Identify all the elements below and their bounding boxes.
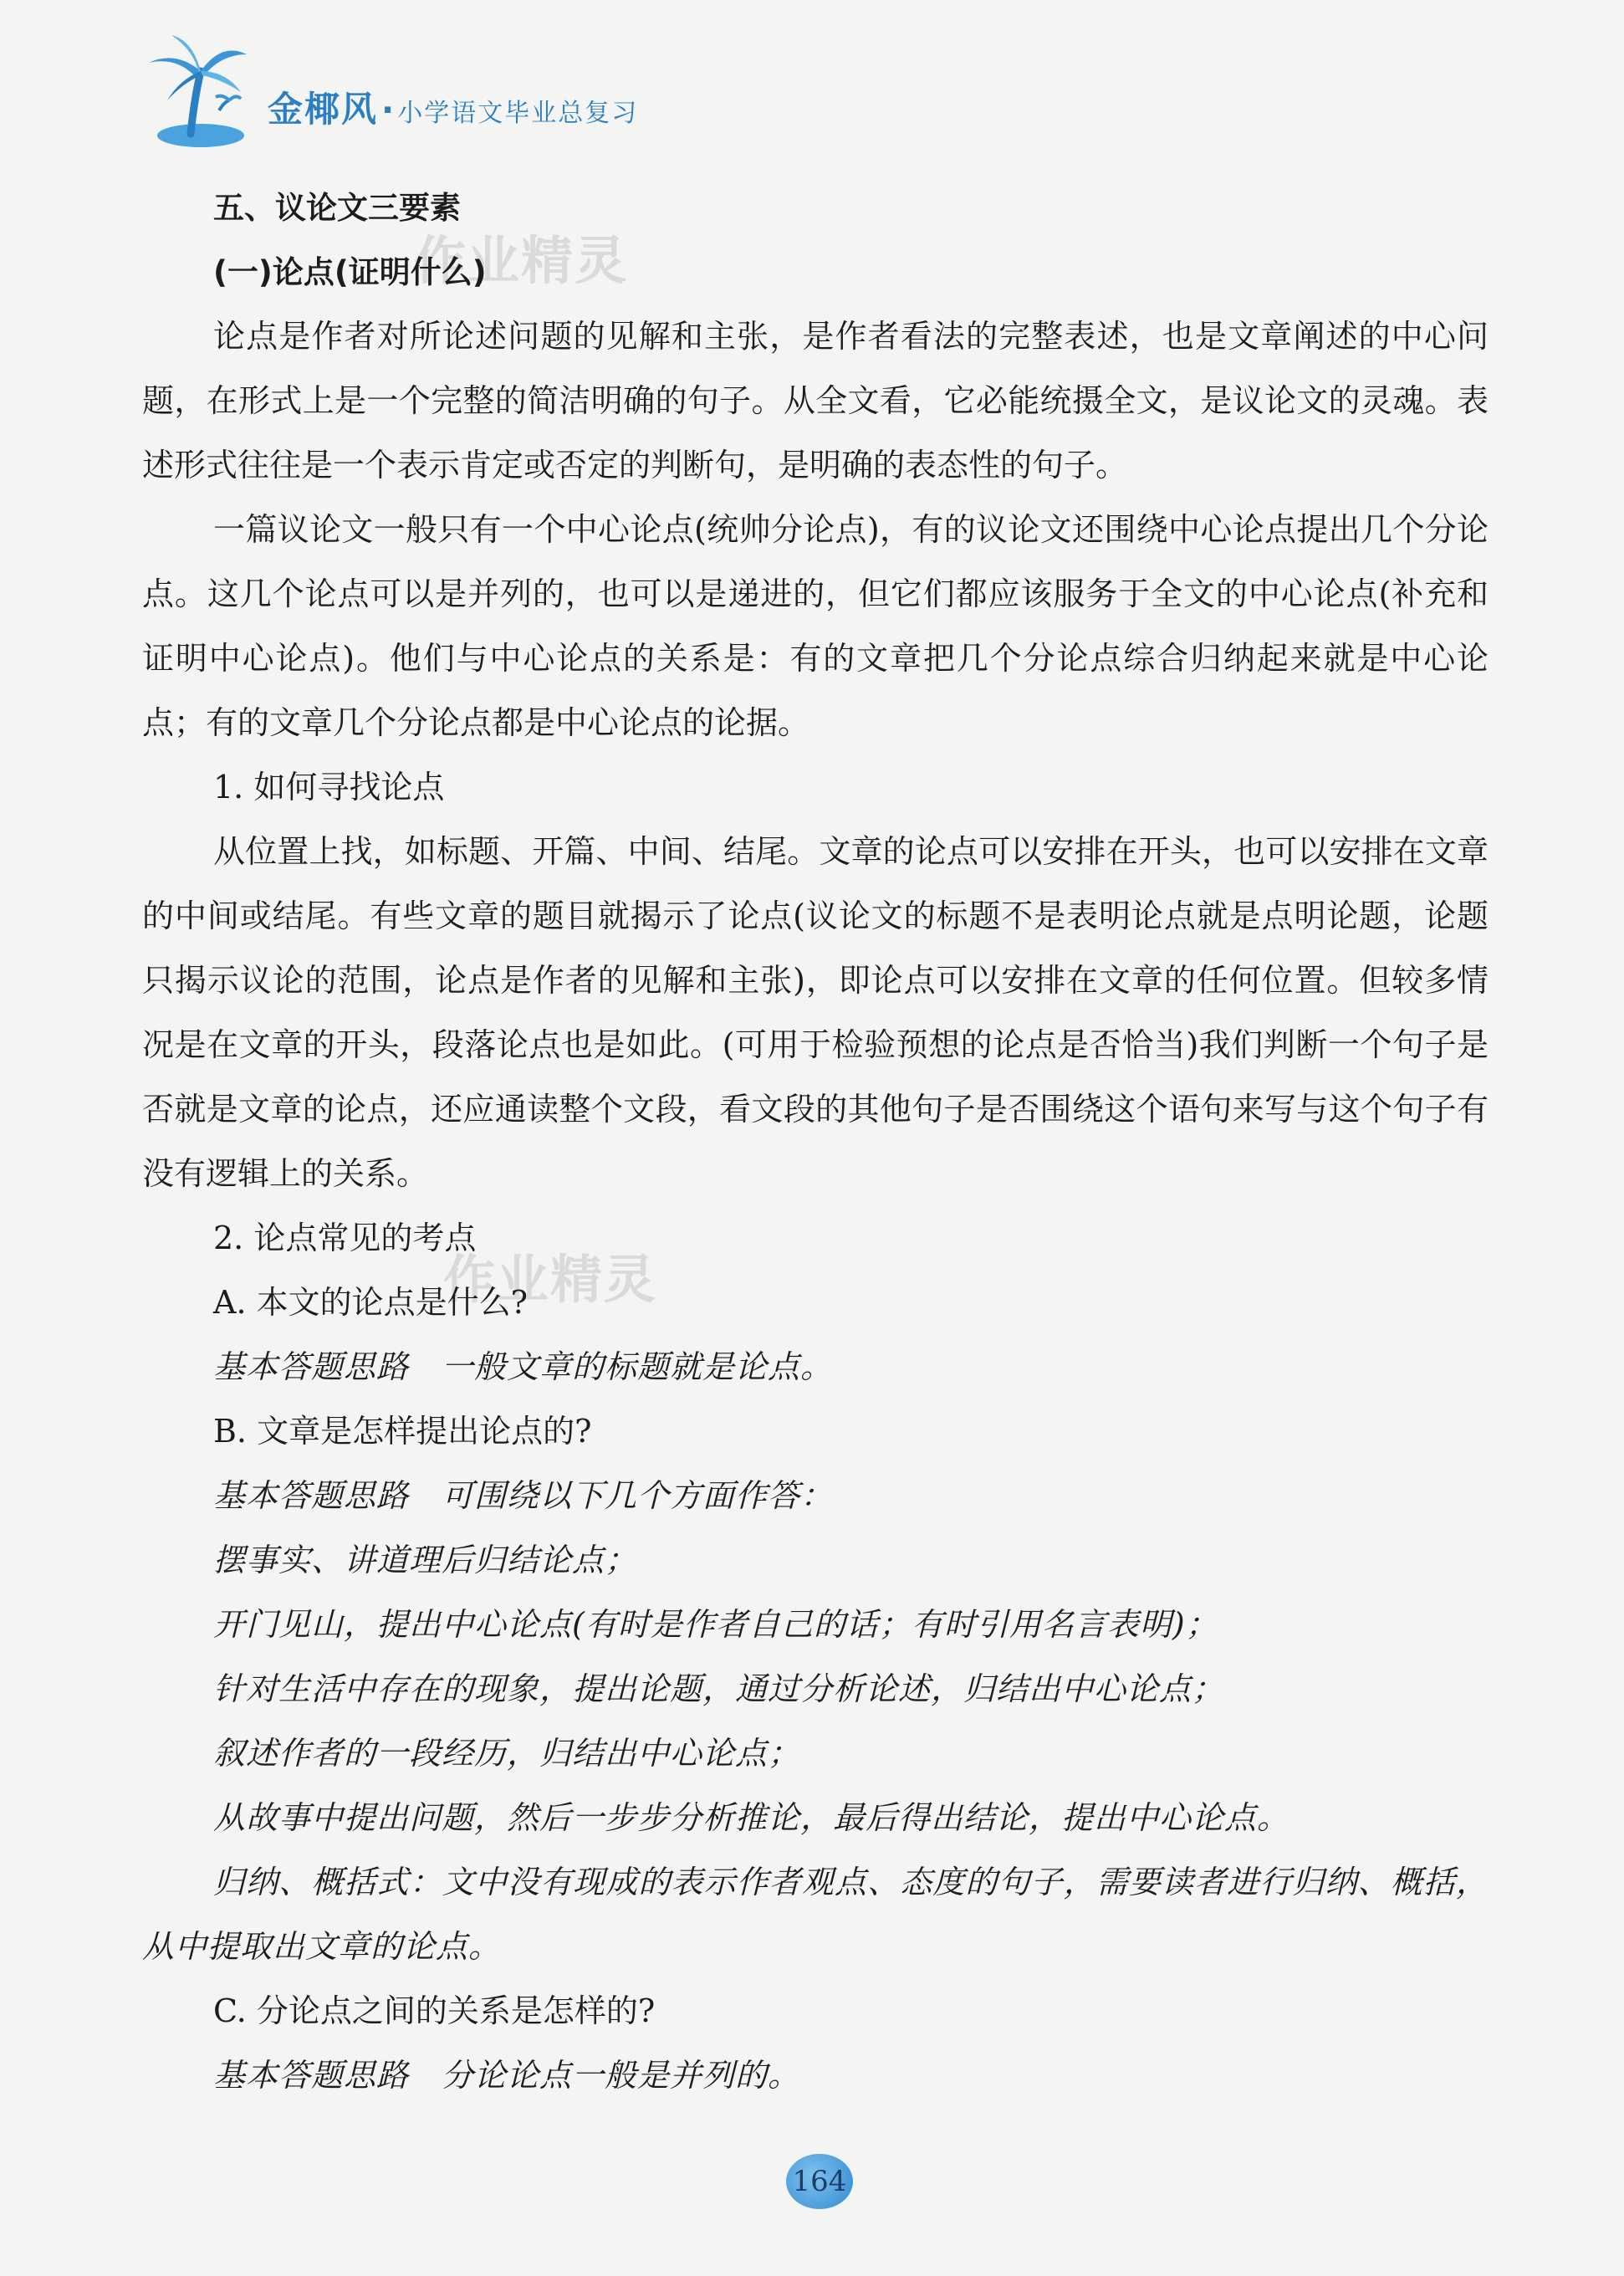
question-c: C. 分论点之间的关系是怎样的?: [213, 1992, 656, 2029]
brand-title: [268, 82, 638, 132]
heading-common-points: 2. 论点常见的考点: [213, 1220, 477, 1256]
page-number: 164: [786, 2154, 853, 2209]
answer-b-item: 摆事实、讲道理后归结论点；: [213, 1542, 638, 1578]
answer-c: 基本答题思路 分论论点一般是并列的。: [213, 2057, 801, 2094]
paragraph: 一篇议论文一般只有一个中心论点(统帅分论点)，有的议论文还围绕中心论点提出几个分论点。这几个论点可以是并列的，也可以是递进的，但它们都应该服务于全文的中心论点(补充和证明中心论点)。他们与中心论点的关系是：有的文章把几个分论点综合归纳起来就是中心论点；有的文章几个分论点都是中心论点的论据。: [142, 511, 1489, 741]
answer-b: 基本答题思路 可围绕以下几个方面作答：: [213, 1477, 834, 1514]
watermark: 作业精灵: [443, 1249, 658, 1310]
paragraph: 从位置上找，如标题、开篇、中间、结尾。文章的论点可以安排在开头，也可以安排在文章的中间或结尾。有些文章的题目就揭示了论点(议论文的标题不是表明论点就是点明论题，论题只揭示议论的范围，论点是作者的见解和主张)，即论点可以安排在文章的任何位置。但较多情况是在文章的开头，段落论点也是如此。(可用于检验预想的论点是否恰当)我们判断一个句子是否就是文章的论点，还应通读整个文段，看文段的其他句子是否围绕这个语句来写与这个句子有没有逻辑上的关系。: [142, 833, 1489, 1192]
answer-b-item: 开门见山，提出中心论点(有时是作者自己的话；有时引用名言表明)；: [213, 1606, 1218, 1643]
document-body: [142, 176, 1489, 2108]
heading-find-thesis: 1. 如何寻找论点: [213, 769, 445, 806]
paragraph: 论点是作者对所论述问题的见解和主张，是作者看法的完整表述，也是文章阐述的中心问题，在形式上是一个完整的简洁明确的句子。从全文看，它必能统摄全文，是议论文的灵魂。表述形式往往是一个表示肯定或否定的判断句，是明确的表态性的句子。: [142, 318, 1489, 483]
answer-a: 基本答题思路 一般文章的标题就是论点。: [213, 1348, 834, 1385]
answer-b-item: 叙述作者的一段经历，归结出中心论点；: [213, 1735, 801, 1772]
brand-subtitle: 小学语文毕业总复习: [397, 99, 639, 128]
page-header: [142, 33, 895, 159]
question-b: B. 文章是怎样提出论点的?: [213, 1413, 592, 1450]
brand-name: 金椰风: [268, 89, 379, 130]
question-a: A. 本文的论点是什么?: [213, 1284, 528, 1321]
watermark: 作业精灵: [414, 230, 629, 291]
palm-tree-logo-icon: [142, 33, 251, 151]
section-title: 五、议论文三要素: [213, 190, 461, 226]
brand-separator: ·: [381, 91, 395, 130]
answer-b-item: 针对生活中存在的现象，提出论题，通过分析论述，归结出中心论点；: [213, 1670, 1225, 1707]
subsection-title: (一)论点(证明什么): [213, 254, 487, 290]
answer-b-item: 从故事中提出问题，然后一步步分析推论，最后得出结论，提出中心论点。: [213, 1799, 1290, 1836]
answer-b-item: 归纳、概括式：文中没有现成的表示作者观点、态度的句子，需要读者进行归纳、概括，从中提取出文章的论点。: [142, 1864, 1489, 1965]
